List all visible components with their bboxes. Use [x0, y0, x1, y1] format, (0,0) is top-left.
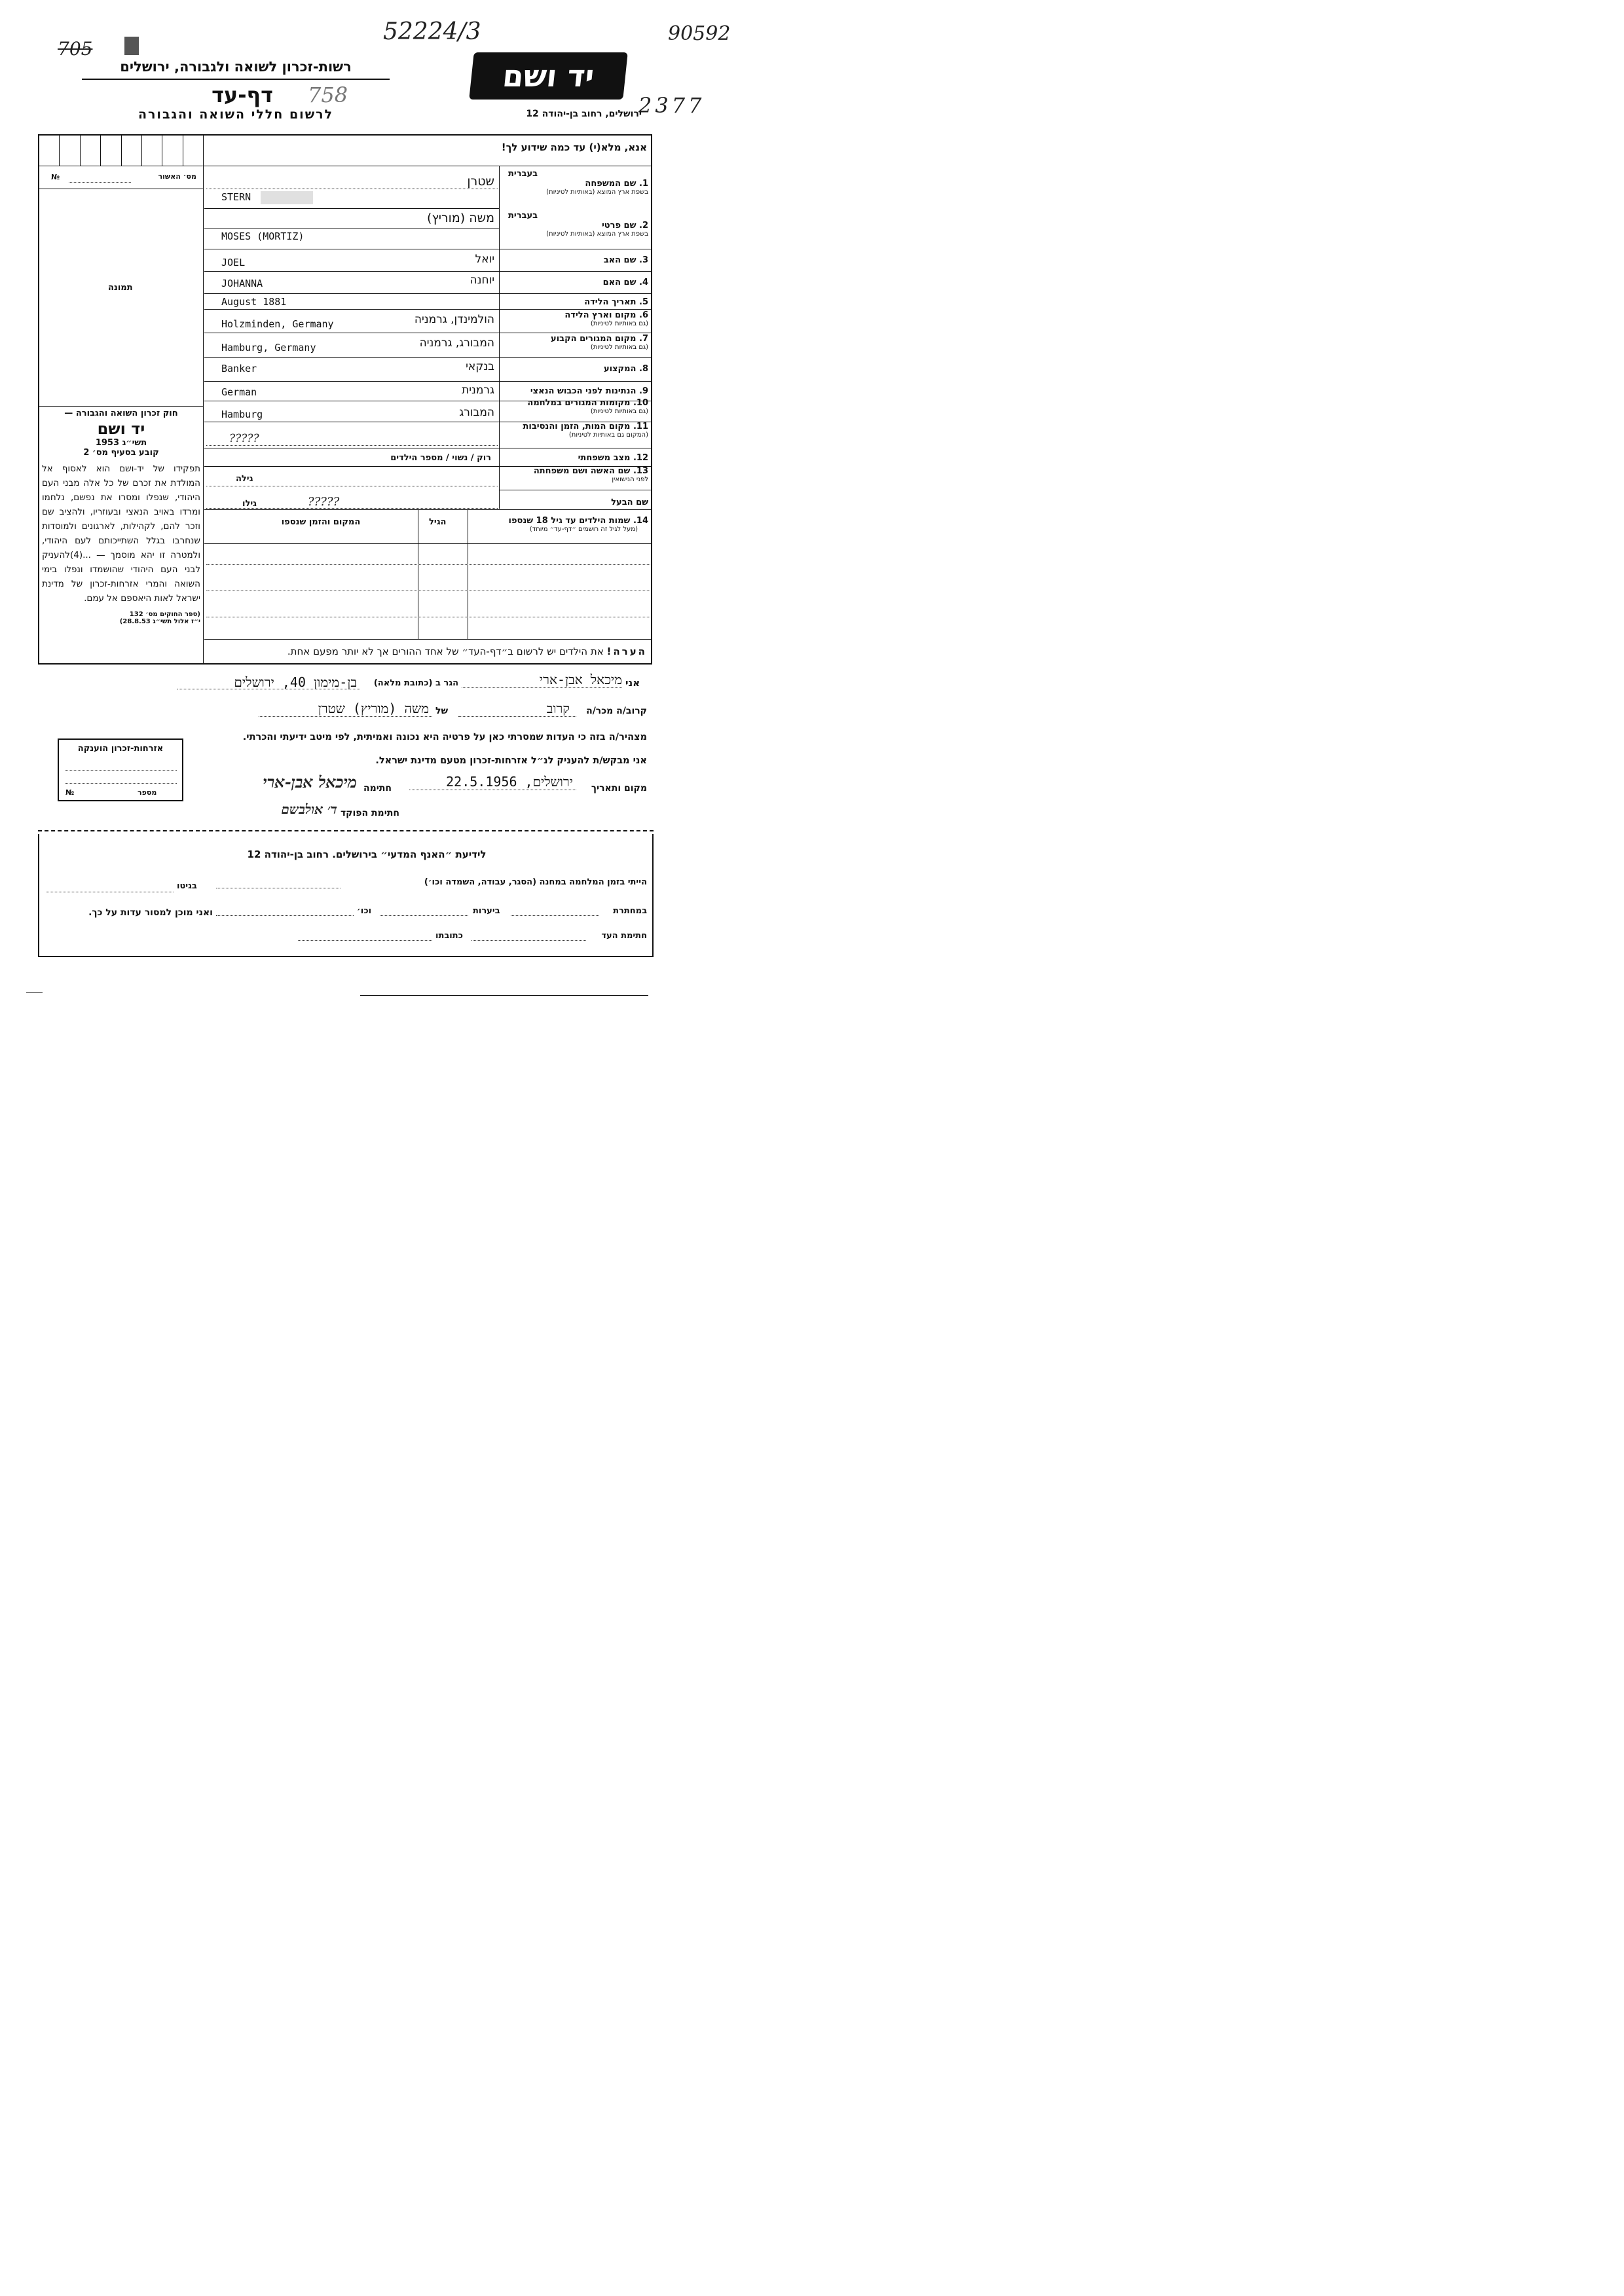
officer-label: חתימת הפוקד — [340, 808, 399, 818]
field-2-latin-value: MOSES (MORTIZ) — [221, 230, 304, 242]
signature-label: חתימה — [363, 783, 392, 793]
note-text: את הילדים יש לרשום ב״דף-העד״ של אחד ההורים אך לא יותר מפעם אחת. — [287, 646, 604, 657]
corner-number: 90592 — [668, 22, 731, 45]
field-7-label: 7. מקום המגורים הקבוע — [551, 334, 648, 344]
footer-forests-label: ביערות — [473, 906, 500, 916]
field-9-label: 9. הנתינות לפני הכבוש הנאצי — [530, 386, 648, 396]
field-3-hebrew-value: יואל — [475, 253, 494, 266]
field-13-label-block — [503, 466, 648, 483]
field-1-label-block — [503, 169, 648, 196]
field-7-label-block — [503, 334, 648, 351]
law-name: יד ושם — [97, 420, 145, 438]
form-number: 758 — [308, 82, 348, 107]
law-clause: קובע בסעיף מס׳ 2 — [83, 448, 159, 458]
field-2-sub: בשפת ארץ המוצא (באותיות לטיניות) — [546, 230, 648, 238]
field-1-sub: בשפת ארץ המוצא (באותיות לטיניות) — [546, 189, 648, 196]
declarant-i-label: אני — [625, 677, 640, 689]
approval-label: מס׳ האשור — [158, 172, 196, 181]
field-7-sub: (גם באותיות לטיניות) — [590, 344, 648, 351]
field-2-hebrew-value: משה (מוריץ) — [427, 211, 494, 225]
address-line: ירושלים, רחוב בן-יהודה 12 — [526, 109, 642, 119]
note — [210, 646, 647, 657]
field-9-latin-value: German — [221, 386, 257, 398]
form-title: דף-עד — [212, 82, 273, 107]
children-header — [469, 516, 648, 533]
field-4-hebrew-value: יוחנה — [470, 274, 494, 287]
children-place-header: המקום והזמן שנספו — [281, 517, 361, 527]
stamp-block — [124, 37, 139, 55]
field-6-sub: (גם באותיות לטיניות) — [590, 320, 648, 327]
footer-camp-label: הייתי בזמן המלחמה במחנה (הסגר, עבודה, השמדה וכו׳) — [424, 877, 647, 887]
field-13-age-label: גילה — [236, 474, 253, 484]
declaration-text: מצהיר/ה בזה כי העדות שמסרתי כאן על פרטיה היא נכונה ואמיתית, לפי מיטב ידיעתי והכרתי. — [242, 732, 647, 742]
footer-witness-signature-label: חתימת העד — [601, 931, 647, 941]
of-name: משה (מוריץ) שטרן — [318, 701, 429, 716]
certificate-title: אזרחות-זכרון הוענקה — [77, 744, 164, 754]
field-4-latin-value: JOHANNA — [221, 278, 263, 289]
certificate-number-label: מספר — [138, 788, 157, 797]
note-label: הערה! — [606, 646, 647, 657]
file-number: 52224/3 — [383, 18, 481, 45]
footer-notice: לידיעת ״האנף המדעי״ בירושלים. רחוב בן-יהודה 12 — [247, 848, 487, 860]
field-11-latin-value: ????? — [229, 432, 259, 445]
field-13-sub: לפני הנישואין — [612, 476, 648, 483]
field-2-label-block — [503, 211, 648, 238]
footer-address-label: כתובתו — [435, 931, 463, 941]
field-5-label: 5. תאריך הלידה — [584, 297, 648, 307]
certificate-box — [58, 738, 183, 801]
approval-number-sign: № — [51, 173, 60, 181]
field-5-latin-value: August 1881 — [221, 296, 287, 308]
field-3-label: 3. שם האב — [603, 255, 648, 265]
law-source-date: י״ז אלול תשי״ג 28.8.53) — [119, 618, 200, 625]
children-label: 14. שמות הילדים עד גיל 18 שנספו — [508, 516, 648, 526]
certificate-number-prefix: № — [65, 788, 75, 797]
declarant-signature: מיכאל אבן-ארי — [263, 773, 357, 792]
field-6-label: 6. מקום וארץ הלידה — [564, 310, 648, 320]
field-10-label-block — [503, 398, 648, 415]
instruction-text: אנא, מלא(י) עד כמה שידוע לך! — [501, 141, 647, 153]
field-9-hebrew-value: גרמנית — [462, 384, 494, 397]
footer-ghetto-label: בגיטו — [177, 881, 197, 891]
field-1-latin-value: STERN — [221, 191, 251, 203]
field-1-smudge — [261, 191, 313, 204]
husband-value: ????? — [308, 495, 340, 509]
law-text: תפקידו של יד-ושם הוא לאסוף אל המולדת את זכרם של כל אלה מבני העם היהודי, שנפלו ומסרו את נפשם, נלחמו ומרדו באויב הנאצי ובעוזריו, ולהציב שם וזכר להם, לקהילות, לארגונים ולמוסדות שנחרבו בגלל השתייכותם לעם היהודי, ולמטרה זו יהא מוסמך — ...(4)להעניק לבני העם היהודי שהושמדו ונפלו בימי השואה והמרי אזרחות-זכרון של מדינת ישראל לאות היאספם אל עמם. — [42, 464, 200, 604]
field-4-label: 4. שם האם — [602, 278, 648, 287]
field-11-label-block — [503, 422, 648, 439]
relation-label: קרוב/ה מכר/ה — [586, 706, 647, 716]
field-7-hebrew-value: המבורג, גרמניה — [419, 337, 494, 350]
declarant-lives-label: הגר ב (כתובת מלאה) — [373, 678, 458, 688]
children-age-header: הגיל — [429, 517, 447, 527]
field-11-sub: (המקום גם באותיות לטיניות) — [568, 431, 648, 439]
photo-label: תמונה — [108, 283, 133, 293]
field-12-options: רוק / נשוי / מספר הילדים — [390, 453, 491, 463]
husband-age-label: גילו — [242, 499, 257, 509]
officer-signature: ד׳ אולבשם — [281, 801, 337, 817]
husband-label: שם הבעל — [611, 498, 648, 507]
field-1-hebrew-tag: בעברית — [508, 169, 538, 179]
field-8-latin-value: Banker — [221, 363, 257, 374]
yad-vashem-logo — [469, 52, 628, 100]
footer-underground-label: במחתרת — [613, 906, 647, 916]
field-8-label: 8. המקצוע — [603, 364, 648, 374]
law-title: חוק זכרון השואה והגבורה — — [64, 409, 178, 418]
footer-willing-text: ואני מוכן למסור עדות על כך. — [88, 907, 213, 918]
footer-etc-label: וכו׳ — [357, 906, 372, 916]
field-13-label: 13. שם האשה ושם משפחתה — [533, 466, 648, 476]
field-7-latin-value: Hamburg, Germany — [221, 342, 316, 354]
photo-area — [39, 189, 203, 405]
field-8-hebrew-value: בנקאי — [466, 360, 494, 373]
code-grid — [39, 136, 203, 166]
field-6-latin-value: Holzminden, Germany — [221, 318, 334, 330]
law-box — [42, 409, 200, 625]
field-3-latin-value: JOEL — [221, 257, 246, 268]
declarant-name: מיכאל אבן-ארי — [539, 672, 622, 687]
field-11-label: 11. מקום המות, הזמן והנסיבות — [523, 422, 648, 431]
field-6-hebrew-value: הולמינדן, גרמניה — [414, 313, 494, 326]
form-subtitle: לרשום חללי השואה והגבורה — [138, 107, 334, 122]
field-1-label: 1. שם המשפחה — [585, 179, 648, 189]
field-10-sub: (גם באותיות לטיניות) — [590, 408, 648, 415]
stamp-number: 705 — [58, 38, 93, 60]
field-2-hebrew-tag: בעברית — [508, 211, 538, 221]
field-6-label-block — [503, 310, 648, 327]
relation-value: קרוב — [546, 701, 570, 716]
place-date-value: ירושלים, 22.5.1956 — [446, 774, 573, 790]
request-text: אני מבקש/ת להעניק לנ״ל אזרחות-זכרון מטעם מדינת ישראל. — [375, 756, 647, 766]
declarant-address: בן-מימון 40, ירושלים — [234, 674, 357, 690]
secondary-number: 2377 — [638, 93, 705, 118]
law-source: (ספר החוקים מס׳ 132 — [129, 611, 200, 618]
authority-line: רשות-זכרון לשואה ולגבורה, ירושלים — [120, 59, 352, 75]
logo-text: יד ושם — [501, 58, 596, 94]
of-label: של — [435, 706, 449, 716]
field-10-latin-value: Hamburg — [221, 409, 263, 420]
field-10-hebrew-value: המבורג — [459, 406, 494, 419]
field-1-hebrew-value: שטרן — [467, 174, 494, 189]
place-date-label: מקום ותאריך — [591, 783, 647, 793]
law-year: תשי״ג 1953 — [95, 438, 147, 448]
children-sub: (מעל לגיל זה רושמים ״דף-עד״ מיוחד) — [529, 526, 638, 533]
field-2-label: 2. שם פרטי — [601, 221, 648, 230]
field-12-label: 12. מצב משפחתי — [578, 453, 648, 463]
field-10-label: 10. מקומות המגורים במלחמה — [527, 398, 648, 408]
